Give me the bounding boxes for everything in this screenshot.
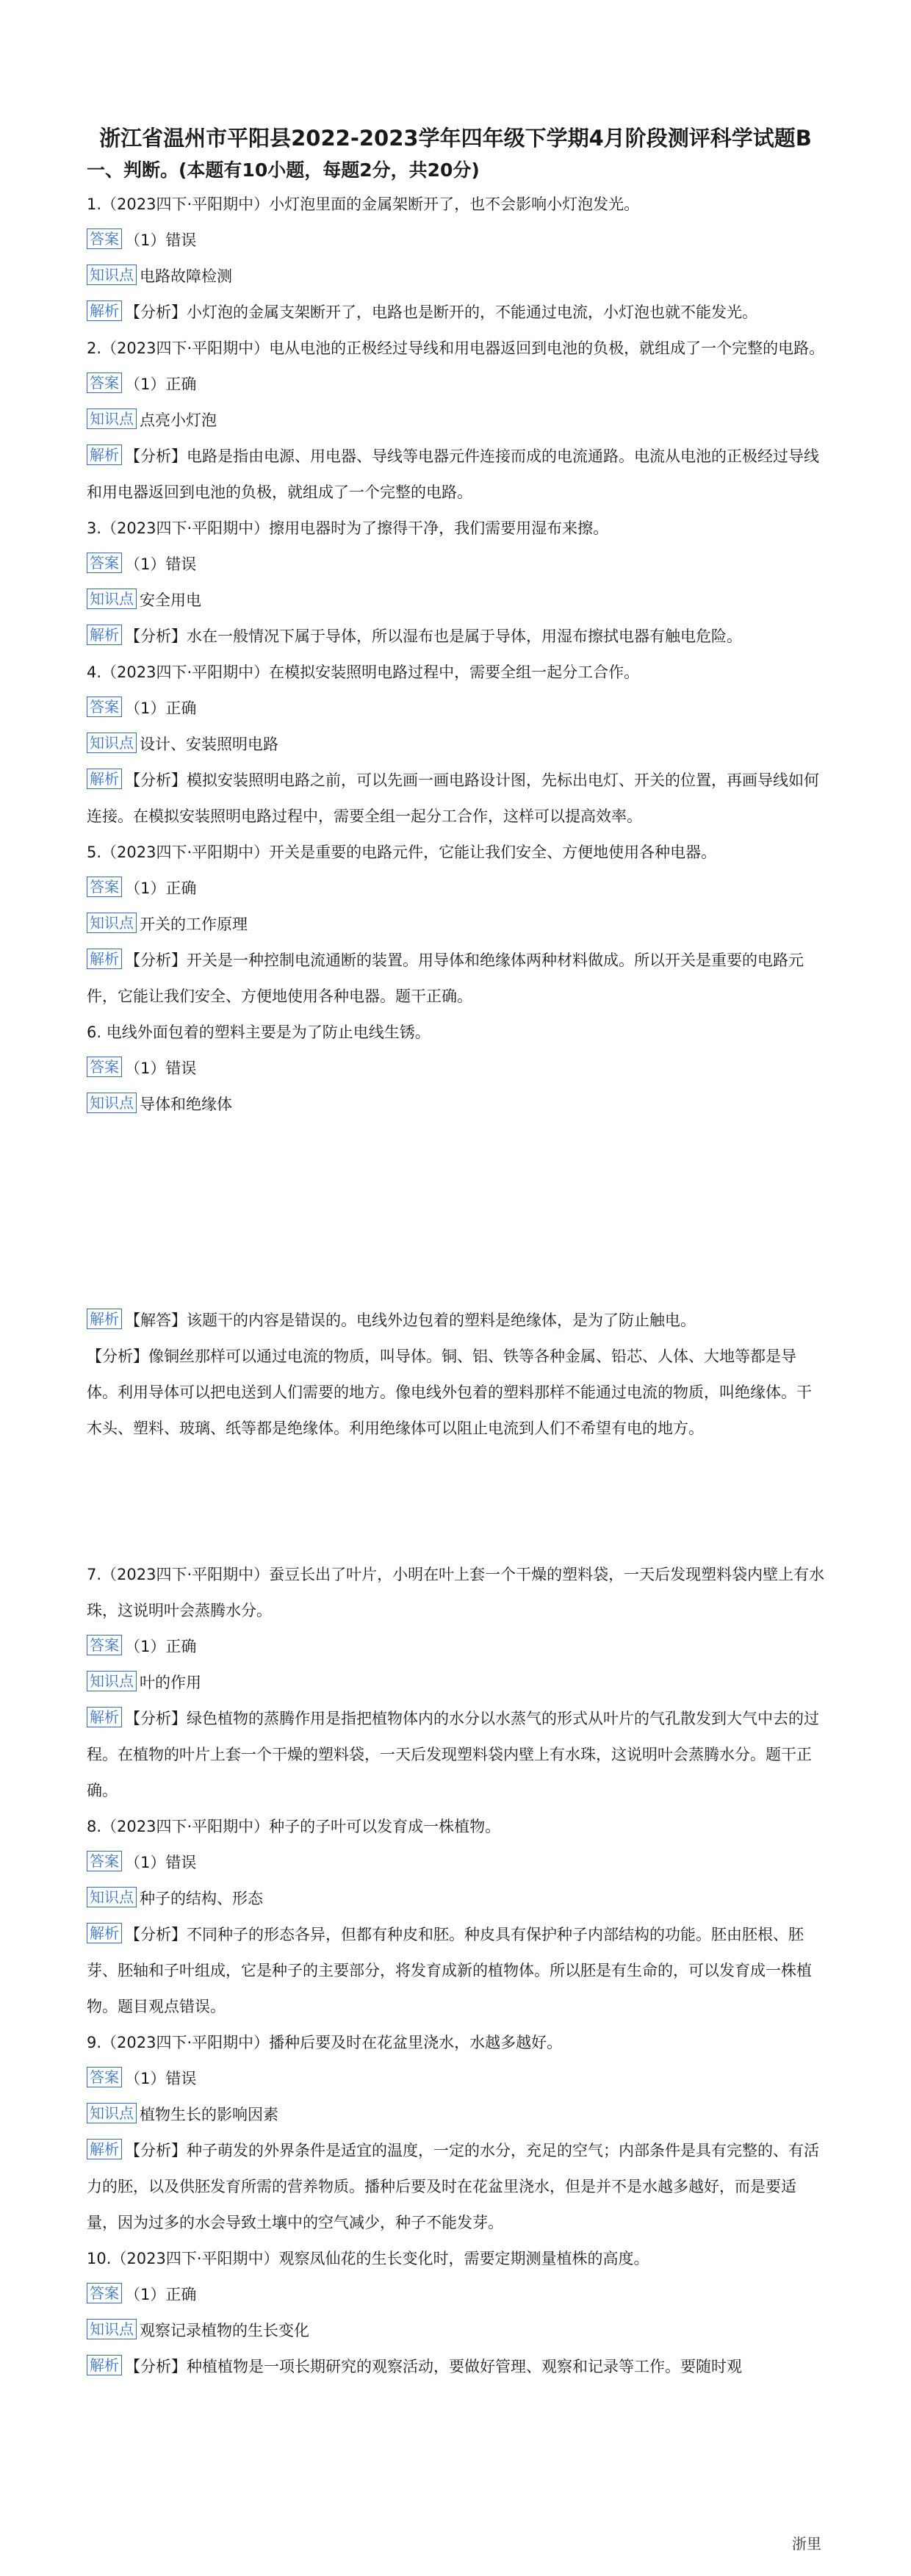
knowledge-tag: 知识点 (87, 1093, 137, 1113)
analysis-tag: 解析 (87, 769, 122, 789)
question-3 (87, 511, 825, 655)
answer-tag: 答案 (87, 877, 122, 897)
question-9 (87, 2025, 825, 2241)
knowledge-row (87, 2097, 825, 2133)
answer-row (87, 2061, 825, 2097)
blank-space (87, 1447, 825, 1557)
question-6 (87, 1015, 825, 1557)
answer-text: （1）错误 (125, 1059, 197, 1077)
knowledge-tag: 知识点 (87, 913, 137, 933)
answer-tag: 答案 (87, 553, 122, 573)
answer-text: （1）正确 (125, 2286, 197, 2303)
knowledge-row (87, 403, 825, 439)
analysis-text: 【分析】种植植物是一项长期研究的观察活动，要做好管理、观察和记录等工作。要随时观 (125, 2358, 742, 2375)
knowledge-row (87, 583, 825, 619)
knowledge-row (87, 259, 825, 295)
analysis-row (87, 763, 825, 835)
answer-row (87, 871, 825, 907)
knowledge-row (87, 907, 825, 943)
answer-tag: 答案 (87, 697, 122, 717)
analysis-tag: 解析 (87, 445, 122, 465)
answer-text: （1）正确 (125, 699, 197, 717)
analysis-tag: 解析 (87, 2355, 122, 2375)
question-2 (87, 331, 825, 511)
question-stem: 3.（2023四下·平阳期中）擦用电器时为了擦得干净，我们需要用湿布来擦。 (87, 519, 609, 537)
answer-text: （1）错误 (125, 2070, 197, 2087)
answer-row (87, 367, 825, 403)
knowledge-row (87, 1881, 825, 1917)
answer-tag: 答案 (87, 1057, 122, 1077)
analysis-text: 【分析】开关是一种控制电流通断的装置。用导体和绝缘体两种材料做成。所以开关是重要的电路元件，它能让我们安全、方便地使用各种电器。题干正确。 (87, 951, 804, 1005)
question-stem: 8.（2023四下·平阳期中）种子的子叶可以发育成一株植物。 (87, 1818, 501, 1835)
knowledge-text: 导体和绝缘体 (140, 1095, 232, 1113)
answer-tag: 答案 (87, 2283, 122, 2303)
question-list (87, 187, 825, 2385)
answer-tag: 答案 (87, 2067, 122, 2087)
footer-text: 浙里 (792, 2535, 821, 2552)
answer-row (87, 2277, 825, 2313)
question-stem: 7.（2023四下·平阳期中）蚕豆长出了叶片，小明在叶上套一个干燥的塑料袋，一天后发现塑料袋内壁上有水珠，这说明叶会蒸腾水分。 (87, 1566, 825, 1619)
analysis-detail: 【分析】像铜丝那样可以通过电流的物质，叫导体。铜、铝、铁等各种金属、铅芯、人体、大地等都是导体。利用导体可以把电送到人们需要的地方。像电线外包着的塑料那样不能通过电流的物质，叫绝缘体。干木头、塑料、玻璃、纸等都是绝缘体。利用绝缘体可以阻止电流到人们不希望有电的地方。 (87, 1348, 812, 1437)
analysis-row (87, 1701, 825, 1809)
knowledge-row (87, 1665, 825, 1701)
answer-tag: 答案 (87, 229, 122, 249)
question-stem: 1.（2023四下·平阳期中）小灯泡里面的金属架断开了，也不会影响小灯泡发光。 (87, 195, 640, 213)
knowledge-tag: 知识点 (87, 733, 137, 753)
answer-row (87, 1629, 825, 1665)
answer-row (87, 1051, 825, 1087)
analysis-row (87, 1917, 825, 2025)
analysis-tag: 解析 (87, 2139, 122, 2159)
knowledge-tag: 知识点 (87, 1671, 137, 1691)
analysis-text: 【分析】水在一般情况下属于导体，所以湿布也是属于导体，用湿布擦拭电器有触电危险。 (125, 627, 742, 645)
analysis-text: 【分析】种子萌发的外界条件是适宜的温度，一定的水分，充足的空气；内部条件是具有完整的、有活力的胚，以及供胚发育所需的营养物质。播种后要及时在花盆里浇水，但是并不是水越多越好，而是要适量，因为过多的水会导致土壤中的空气减少，种子不能发芽。 (87, 2142, 819, 2231)
analysis-tag: 解析 (87, 949, 122, 969)
answer-row (87, 691, 825, 727)
question-4 (87, 655, 825, 835)
answer-tag: 答案 (87, 1635, 122, 1655)
analysis-text: 【分析】模拟安装照明电路之前，可以先画一画电路设计图，先标出电灯、开关的位置，再画导线如何连接。在模拟安装照明电路过程中，需要全组一起分工合作，这样可以提高效率。 (87, 771, 819, 825)
knowledge-text: 开关的工作原理 (140, 915, 248, 933)
analysis-tag: 解析 (87, 301, 122, 321)
answer-text: （1）错误 (125, 1854, 197, 1871)
answer-row (87, 1845, 825, 1881)
analysis-row (87, 295, 825, 331)
knowledge-text: 点亮小灯泡 (140, 411, 217, 429)
knowledge-text: 植物生长的影响因素 (140, 2106, 278, 2123)
analysis-row (87, 943, 825, 1015)
question-1 (87, 187, 825, 331)
answer-text: （1）错误 (125, 555, 197, 573)
question-stem: 5.（2023四下·平阳期中）开关是重要的电路元件，它能让我们安全、方便地使用各种电器。 (87, 843, 717, 861)
blank-space (87, 1123, 825, 1303)
knowledge-tag: 知识点 (87, 2319, 137, 2339)
analysis-row (87, 2349, 825, 2385)
knowledge-text: 安全用电 (140, 591, 201, 609)
knowledge-tag: 知识点 (87, 409, 137, 429)
question-5 (87, 835, 825, 1015)
answer-row (87, 547, 825, 583)
answer-tag: 答案 (87, 373, 122, 393)
analysis-tag: 解析 (87, 1707, 122, 1727)
knowledge-text: 叶的作用 (140, 1674, 201, 1691)
analysis-row (87, 1303, 825, 1339)
analysis-row (87, 619, 825, 655)
knowledge-row (87, 1087, 825, 1123)
knowledge-tag: 知识点 (87, 2103, 137, 2123)
analysis-row (87, 439, 825, 511)
answer-text: （1）错误 (125, 231, 197, 249)
question-stem: 4.（2023四下·平阳期中）在模拟安装照明电路过程中，需要全组一起分工合作。 (87, 663, 640, 681)
document-title: 浙江省温州市平阳县2022-2023学年四年级下学期4月阶段测评科学试题B (99, 126, 812, 151)
question-stem: 6. 电线外面包着的塑料主要是为了防止电线生锈。 (87, 1023, 431, 1041)
analysis-text: 【分析】绿色植物的蒸腾作用是指把植物体内的水分以水蒸气的形式从叶片的气孔散发到大气中去的过程。在植物的叶片上套一个干燥的塑料袋，一天后发现塑料袋内壁上有水珠，这说明叶会蒸腾水分。题干正确。 (87, 1710, 819, 1799)
knowledge-row (87, 727, 825, 763)
analysis-text: 【分析】小灯泡的金属支架断开了，电路也是断开的，不能通过电流，小灯泡也就不能发光。 (125, 303, 757, 321)
answer-text: （1）正确 (125, 375, 197, 393)
analysis-text: 【分析】电路是指由电源、用电器、导线等电器元件连接而成的电流通路。电流从电池的正极经过导线和用电器返回到电池的负极，就组成了一个完整的电路。 (87, 447, 819, 501)
analysis-tag: 解析 (87, 1923, 122, 1943)
answer-row (87, 223, 825, 259)
analysis-tag: 解析 (87, 1309, 122, 1329)
knowledge-row (87, 2313, 825, 2349)
knowledge-text: 电路故障检测 (140, 267, 232, 285)
question-8 (87, 1809, 825, 2025)
knowledge-text: 观察记录植物的生长变化 (140, 2322, 309, 2339)
question-7 (87, 1557, 825, 1809)
analysis-text: 【解答】该题干的内容是错误的。电线外边包着的塑料是绝缘体，是为了防止触电。 (125, 1312, 696, 1329)
answer-tag: 答案 (87, 1851, 122, 1871)
knowledge-text: 种子的结构、形态 (140, 1890, 263, 1907)
analysis-row (87, 2133, 825, 2241)
question-stem: 9.（2023四下·平阳期中）播种后要及时在花盆里浇水，水越多越好。 (87, 2034, 563, 2051)
section-heading: 一、判断。(本题有10小题，每题2分，共20分) (87, 159, 480, 181)
knowledge-tag: 知识点 (87, 1887, 137, 1907)
question-stem: 2.（2023四下·平阳期中）电从电池的正极经过导线和用电器返回到电池的负极，就组成了一个完整的电路。 (87, 339, 825, 357)
analysis-text: 【分析】不同种子的形态各异，但都有种皮和胚。种皮具有保护种子内部结构的功能。胚由胚根、胚芽、胚轴和子叶组成，它是种子的主要部分，将发育成新的植物体。所以胚是有生命的，可以发育成一株植物。题目观点错误。 (87, 1926, 812, 2015)
knowledge-tag: 知识点 (87, 265, 137, 285)
answer-text: （1）正确 (125, 879, 197, 897)
answer-text: （1）正确 (125, 1638, 197, 1655)
analysis-tag: 解析 (87, 625, 122, 645)
knowledge-text: 设计、安装照明电路 (140, 735, 278, 753)
question-stem: 10.（2023四下·平阳期中）观察凤仙花的生长变化时，需要定期测量植株的高度。 (87, 2250, 649, 2267)
question-10 (87, 2241, 825, 2385)
knowledge-tag: 知识点 (87, 589, 137, 609)
